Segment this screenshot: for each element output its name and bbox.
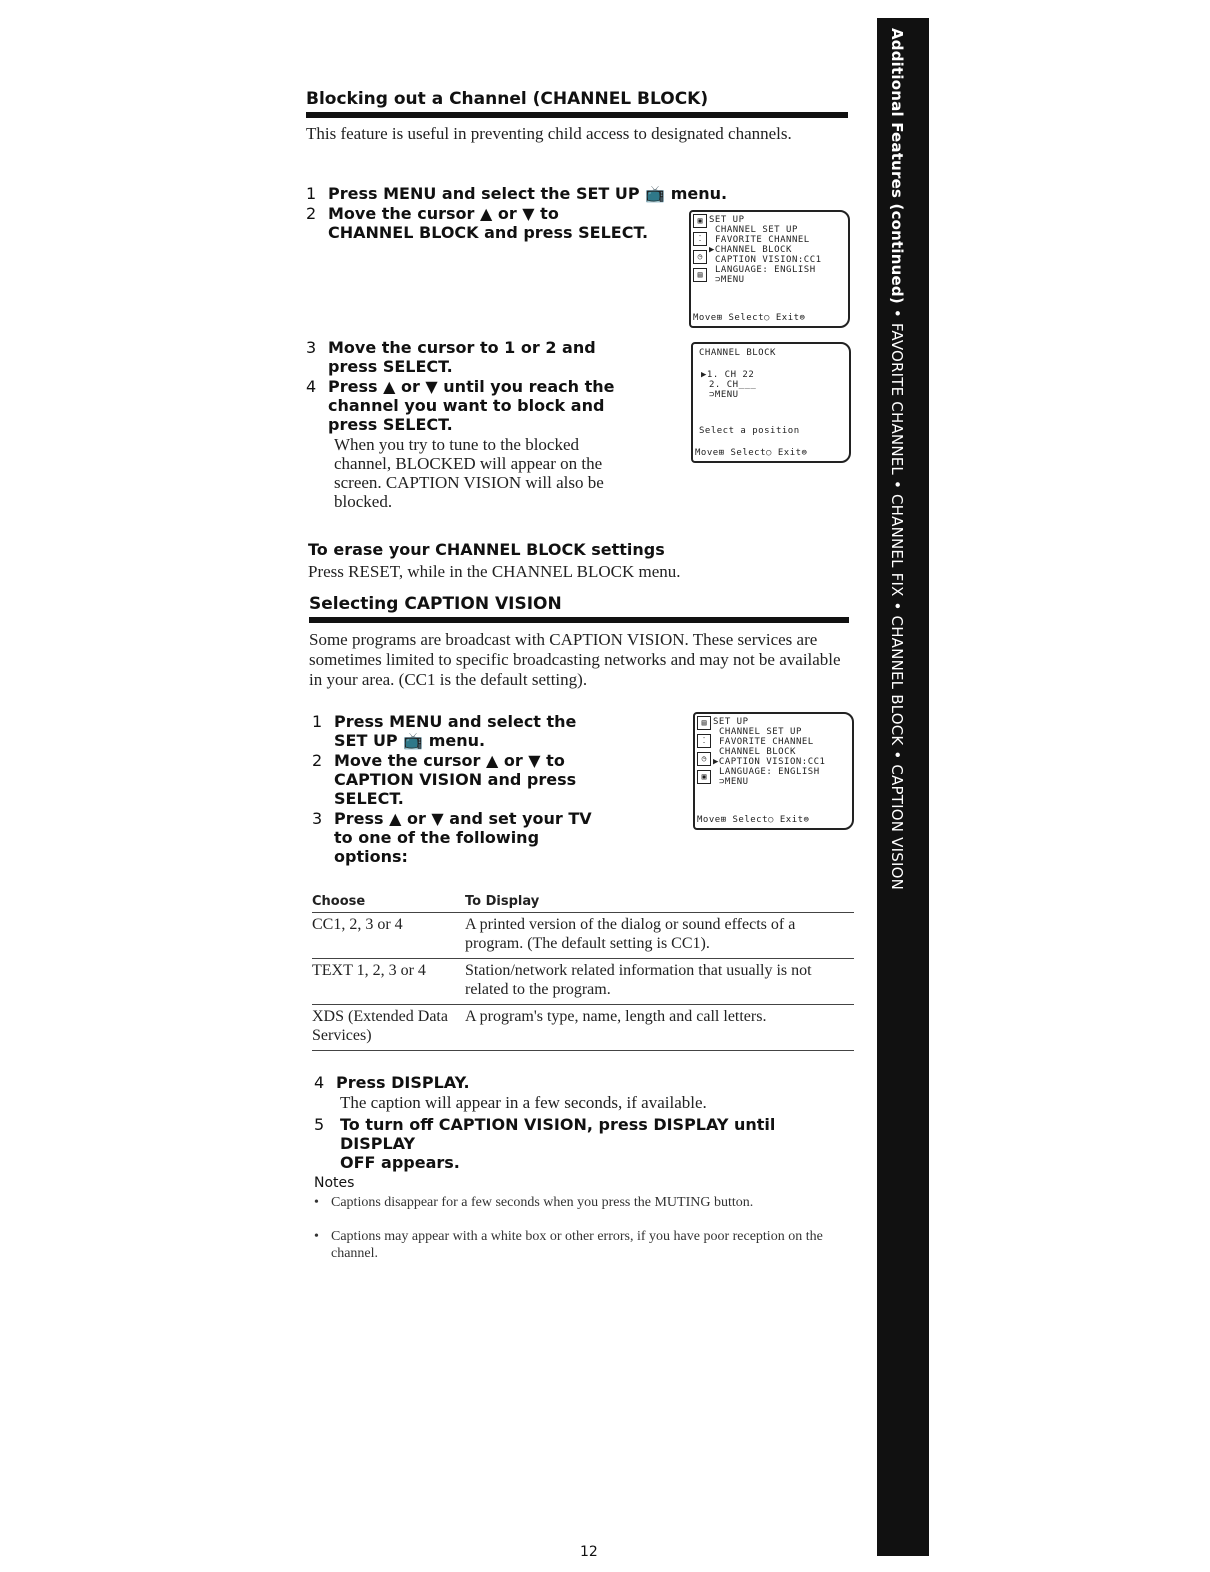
menu-footer: Move⊞ Select○ Exit⊜ — [697, 815, 810, 825]
step-text: Press ▲ or ▼ and set your TV to one of the following options: — [334, 809, 592, 866]
menu-line: LANGUAGE: ENGLISH — [719, 767, 820, 777]
setup-menu-illustration — [693, 712, 854, 830]
menu-line: SET UP — [713, 717, 749, 727]
sidebar-title: Additional Features (continued) — [888, 28, 906, 304]
table-header-display: To Display — [465, 894, 540, 909]
channel-block-intro: This feature is useful in preventing child access to designated channels. — [306, 124, 792, 143]
menu-line: CHANNEL SET UP — [719, 727, 802, 737]
menu-title: CHANNEL BLOCK — [699, 348, 776, 358]
cb-step-4 — [306, 377, 666, 517]
step-number: 4 — [306, 377, 317, 396]
step-number: 1 — [312, 712, 323, 731]
menu-footer: Move⊞ Select○ Exit⊜ — [693, 313, 806, 323]
table-cell-choose: CC1, 2, 3 or 4 — [312, 916, 403, 933]
bullet-icon: • — [314, 1195, 319, 1210]
cv-step-4 — [314, 1073, 834, 1115]
cv-step-1 — [312, 712, 682, 752]
table-row — [312, 1007, 854, 1051]
step-text: Move the cursor to 1 or 2 and press SELECT. — [328, 338, 596, 376]
note-text: Captions disappear for a few seconds when you press the MUTING button. — [331, 1195, 754, 1210]
menu-line-selected: ▶1. CH 22 — [701, 370, 755, 380]
step-text: Press DISPLAY. — [336, 1073, 470, 1092]
step-description: When you try to tune to the blocked channel, BLOCKED will appear on the screen. CAPTION VISION will also be blocked. — [334, 435, 604, 511]
menu-line-selected: ▶CHANNEL BLOCK — [709, 245, 792, 255]
channel-block-heading: Blocking out a Channel (CHANNEL BLOCK) — [306, 89, 709, 109]
menu-line: FAVORITE CHANNEL — [719, 737, 814, 747]
section-sidebar — [877, 18, 929, 1556]
step-number: 3 — [306, 338, 317, 357]
table-divider — [312, 1004, 854, 1005]
step-text: To turn off CAPTION VISION, press DISPLAY until DISPLAY OFF appears. — [340, 1115, 776, 1172]
menu-hint: Select a position — [699, 426, 800, 436]
note-item — [314, 1194, 844, 1211]
setup-menu-illustration — [689, 210, 850, 328]
table-cell-display: A program's type, name, length and call letters. — [465, 1008, 767, 1025]
note-text: Captions may appear with a white box or other errors, if you have poor reception on the channel. — [331, 1229, 823, 1261]
menu-line: ⊃MENU — [719, 777, 749, 787]
heading-rule — [309, 617, 849, 623]
table-row — [312, 961, 854, 1005]
table-divider — [312, 958, 854, 959]
menu-icon-column — [697, 716, 711, 788]
menu-line: CHANNEL BLOCK — [719, 747, 796, 757]
step-text: Press ▲ or ▼ until you reach the channel you want to block and press SELECT. — [328, 377, 615, 434]
table-cell-display: A printed version of the dialog or sound effects of a program. (The default setting is CC1). — [465, 916, 796, 952]
heading-rule — [306, 112, 848, 118]
cb-step-3 — [306, 338, 666, 378]
clock-icon: ◷ — [693, 250, 707, 264]
table-header-choose: Choose — [312, 894, 366, 909]
note-item — [314, 1228, 844, 1262]
step-text: Move the cursor ▲ or ▼ to CAPTION VISION and press SELECT. — [334, 751, 577, 808]
caption-vision-heading: Selecting CAPTION VISION — [309, 594, 562, 614]
cv-step-5 — [314, 1115, 854, 1172]
cv-step-2 — [312, 751, 682, 811]
menu-line: LANGUAGE: ENGLISH — [715, 265, 816, 275]
step-number: 5 — [314, 1115, 325, 1134]
cv-step-3 — [312, 809, 682, 869]
step-text: Press MENU and select the SET UP 📺 menu. — [328, 184, 728, 203]
setup-icon: ▤ — [693, 268, 707, 282]
step-number: 1 — [306, 184, 317, 203]
menu-line: CAPTION VISION:CC1 — [715, 255, 822, 265]
table-divider — [312, 912, 854, 913]
setup-icon: ▤ — [697, 716, 711, 730]
table-cell-choose: XDS (Extended Data Services) — [312, 1008, 448, 1044]
step-text: Move the cursor ▲ or ▼ to CHANNEL BLOCK and press SELECT. — [328, 204, 649, 242]
tv-icon: ▣ — [697, 770, 711, 784]
step-number: 2 — [306, 204, 317, 223]
menu-footer: Move⊞ Select○ Exit⊜ — [695, 448, 808, 458]
menu-line: CHANNEL SET UP — [715, 225, 798, 235]
page-number: 12 — [580, 1544, 598, 1560]
step-number: 4 — [314, 1073, 325, 1092]
menu-line: FAVORITE CHANNEL — [715, 235, 810, 245]
erase-text: Press RESET, while in the CHANNEL BLOCK menu. — [308, 562, 681, 581]
cb-step-2 — [306, 204, 676, 244]
dots-icon: ⁚ — [697, 734, 711, 748]
cb-step-1 — [306, 184, 726, 204]
caption-vision-intro: Some programs are broadcast with CAPTION VISION. These services are sometimes limited to specific broadcasting networks and may not be available in your area. (CC1 is the default setting). — [309, 630, 841, 689]
dots-icon: ⁚ — [693, 232, 707, 246]
erase-title: To erase your CHANNEL BLOCK settings — [308, 540, 665, 559]
caption-options-table — [312, 890, 854, 1055]
step-number: 2 — [312, 751, 323, 770]
sidebar-text — [877, 28, 917, 1528]
menu-icon-column — [693, 214, 707, 286]
clock-icon: ◷ — [697, 752, 711, 766]
table-cell-display: Station/network related information that usually is not related to the program. — [465, 962, 812, 998]
step-number: 3 — [312, 809, 323, 828]
tv-icon: ▣ — [693, 214, 707, 228]
sidebar-topics: • FAVORITE CHANNEL • CHANNEL FIX • CHANNEL BLOCK • CAPTION VISION — [888, 308, 906, 891]
menu-line: 2. CH___ — [709, 380, 757, 390]
channel-block-menu-illustration — [691, 342, 851, 463]
table-divider — [312, 1050, 854, 1051]
menu-line: ⊃MENU — [715, 275, 745, 285]
menu-line-selected: ▶CAPTION VISION:CC1 — [713, 757, 826, 767]
table-cell-choose: TEXT 1, 2, 3 or 4 — [312, 962, 426, 979]
bullet-icon: • — [314, 1229, 319, 1244]
menu-line: ⊃MENU — [709, 390, 739, 400]
table-row — [312, 915, 854, 959]
menu-line: SET UP — [709, 215, 745, 225]
step-text: Press MENU and select the SET UP 📺 menu. — [334, 712, 577, 750]
step-description: The caption will appear in a few seconds, if available. — [340, 1093, 707, 1112]
notes-title: Notes — [314, 1175, 355, 1191]
